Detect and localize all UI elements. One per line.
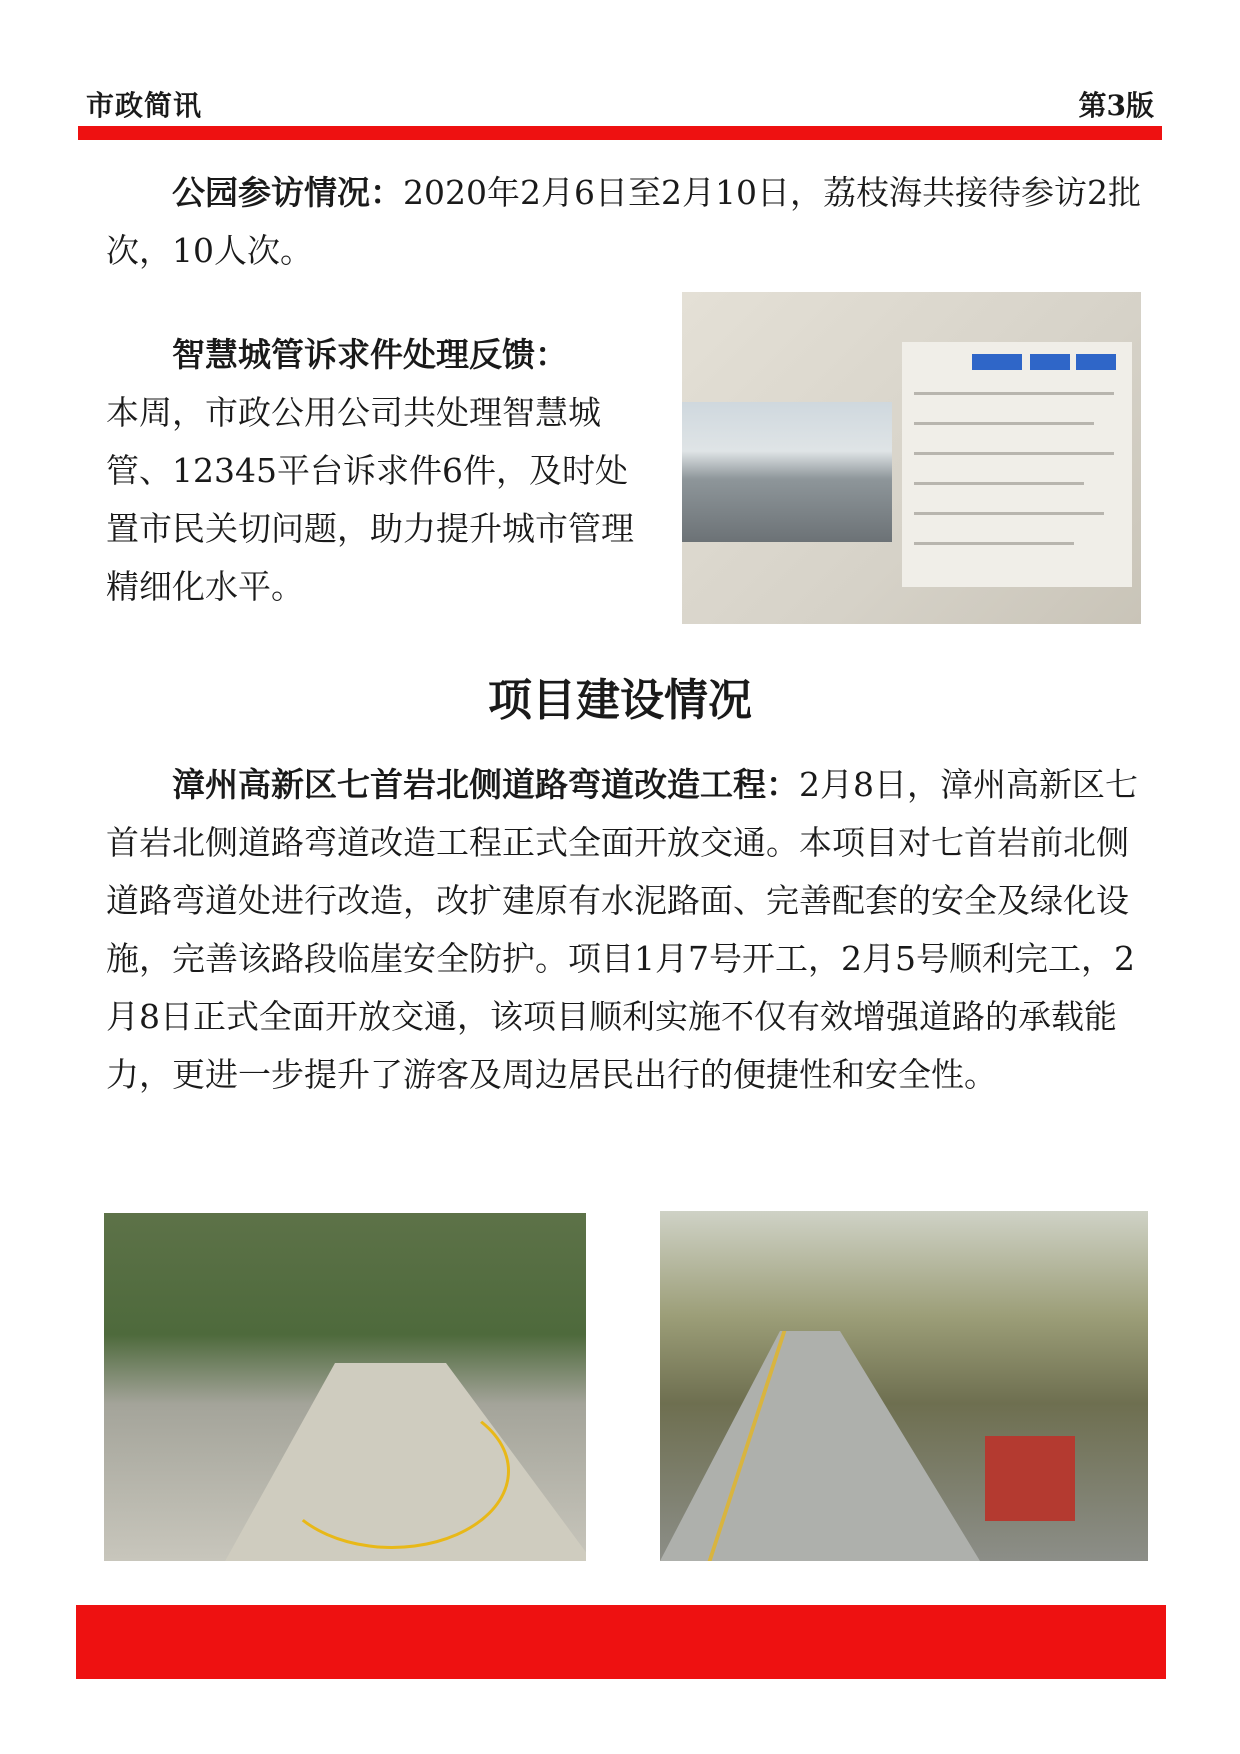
- smart-city-paragraph: [106, 326, 646, 616]
- park-visit-paragraph: [106, 164, 1142, 280]
- complaint-system-screen-photo: [682, 292, 1141, 624]
- road-curve-photo: [104, 1213, 586, 1561]
- project-paragraph: [106, 756, 1150, 1104]
- project-lead: 漳州高新区七首岩北侧道路弯道改造工程：: [172, 765, 799, 804]
- newsletter-title: 市政简讯: [86, 89, 203, 122]
- road-barrier-photo: [660, 1211, 1148, 1561]
- smart-city-body: 本周，市政公用公司共处理智慧城管、12345平台诉求件6件，及时处置市民关切问题，助力提升城市管理精细化水平。: [106, 393, 634, 606]
- project-body: 2月8日，漳州高新区七首岩北侧道路弯道改造工程正式全面开放交通。本项目对七首岩前北侧道路弯道处进行改造，改扩建原有水泥路面、完善配套的安全及绿化设施，完善该路段临崖安全防护。项目1月7号开工，2月5号顺利完工，2月8日正式全面开放交通，该项目顺利实施不仅有效增强道路的承载能力，更进一步提升了游客及周边居民出行的便捷性和安全性。: [106, 765, 1138, 1094]
- page-number: 第3版: [1078, 89, 1154, 122]
- section-heading: 项目建设情况: [488, 675, 752, 726]
- footer-bar: [76, 1605, 1166, 1679]
- header-divider: [78, 126, 1162, 140]
- park-visit-body: 2020年2月6日至2月10日，荔枝海共接待参访2批次，10人次。: [106, 173, 1141, 270]
- park-visit-lead: 公园参访情况：: [172, 173, 403, 212]
- smart-city-lead: 智慧城管诉求件处理反馈：: [172, 335, 568, 374]
